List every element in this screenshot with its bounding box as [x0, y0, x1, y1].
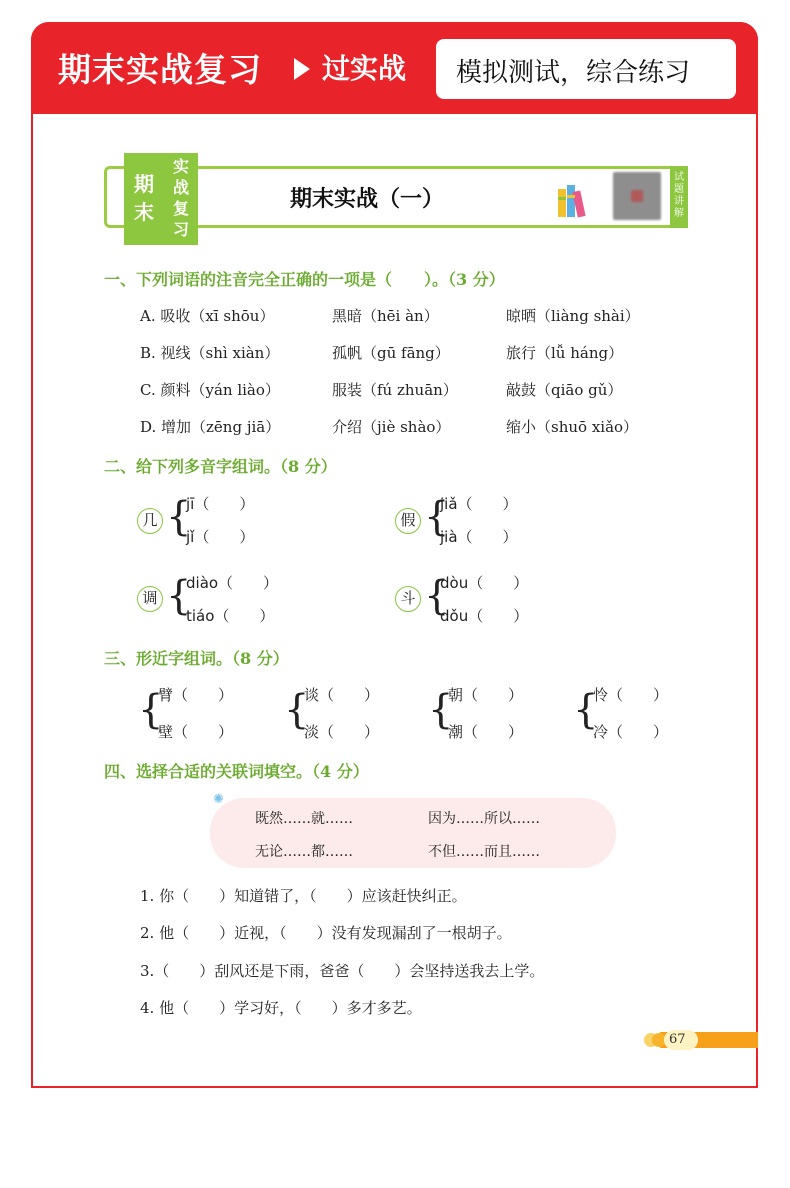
banner-box-text: 模拟测试，综合练习 [456, 58, 691, 88]
conjunction-option: 既然……就…… [255, 811, 353, 827]
q1-option-a2: 黑暗（hēi àn） [332, 307, 439, 325]
q1-option-a3: 晾晒（liàng shài） [506, 307, 640, 325]
brace: { [166, 573, 192, 619]
fill-blank-item: 2. 他（ ）近视，（ ）没有发现漏刮了一根胡子。 [140, 924, 512, 942]
polyphone-char-circle: 假 [395, 508, 421, 534]
qr-code-icon[interactable] [613, 172, 661, 220]
brace: { [573, 687, 599, 733]
brace: { [424, 494, 450, 540]
q1-option-b2: 孤帆（gū fāng） [332, 344, 450, 362]
sparkle-icon: ✺ [213, 792, 224, 807]
banner-title: 期末实战复习 [58, 50, 262, 89]
brace: { [424, 573, 450, 619]
fill-blank-item: 1. 你（ ）知道错了，（ ）应该赶快纠正。 [140, 887, 467, 905]
q1-option-c3: 敲鼓（qiāo gǔ） [506, 381, 623, 399]
similar-char-word: 臂（ ） [158, 686, 234, 704]
similar-char-word: 朝（ ） [448, 686, 524, 704]
similar-char-word: 冷（ ） [593, 723, 669, 741]
header-tab-right-text: 实 战 复 习 [172, 157, 189, 239]
polyphone-char-circle: 调 [137, 586, 163, 612]
polyphone-reading: tiáo（ ） [186, 607, 275, 625]
brace: { [428, 687, 454, 733]
polyphone-reading: jī（ ） [186, 495, 255, 513]
question-1-title: 一、下列词语的注音完全正确的一项是（ ）。（3 分） [104, 270, 505, 289]
polyphone-reading: dòu（ ） [440, 574, 529, 592]
conjunction-option: 因为……所以…… [428, 811, 540, 827]
brace: { [284, 687, 310, 733]
fill-blank-item: 4. 他（ ）学习好，（ ）多才多艺。 [140, 999, 422, 1017]
brace: { [138, 687, 164, 733]
similar-char-word: 潮（ ） [448, 723, 524, 741]
conjunction-option: 无论……都…… [255, 844, 353, 860]
play-triangle-icon [294, 58, 310, 80]
page-title: 期末实战（一） [290, 187, 445, 212]
similar-char-word: 壁（ ） [158, 723, 234, 741]
polyphone-char-circle: 几 [137, 508, 163, 534]
similar-char-word: 淡（ ） [304, 723, 380, 741]
q1-option-c1: C. 颜料（yán liào） [140, 381, 280, 399]
question-4-title: 四、选择合适的关联词填空。（4 分） [104, 762, 369, 781]
question-2-title: 二、给下列多音字组词。（8 分） [104, 457, 337, 476]
q1-option-c2: 服装（fú zhuān） [332, 381, 458, 399]
q1-option-a1: A. 吸收（xī shōu） [140, 307, 275, 325]
fill-blank-item: 3.（ ）刮风还是下雨，爸爸（ ）会坚持送我去上学。 [140, 962, 545, 980]
similar-char-word: 怜（ ） [593, 686, 669, 704]
conjunction-option: 不但……而且…… [428, 844, 540, 860]
q1-option-b3: 旅行（lǚ háng） [506, 344, 624, 362]
page-number: 67 [669, 1032, 686, 1047]
q1-option-d1: D. 增加（zēng jiā） [140, 418, 281, 436]
polyphone-reading: diào（ ） [186, 574, 279, 592]
q1-option-b1: B. 视线（shì xiàn） [140, 344, 280, 362]
q1-option-d2: 介绍（jiè shào） [332, 418, 451, 436]
question-3-title: 三、形近字组词。（8 分） [104, 649, 289, 668]
polyphone-char-circle: 斗 [395, 586, 421, 612]
q1-option-d3: 缩小（shuō xiǎo） [506, 418, 639, 436]
polyphone-reading: jǐ（ ） [186, 528, 255, 546]
polyphone-reading: jià（ ） [440, 528, 518, 546]
banner-subtitle: 过实战 [322, 52, 407, 85]
similar-char-word: 谈（ ） [304, 686, 380, 704]
header-tab-left-text: 期 末 [134, 172, 154, 224]
brace: { [166, 494, 192, 540]
books-icon [556, 183, 590, 219]
polyphone-reading: dǒu（ ） [440, 607, 529, 625]
polyphone-reading: jiǎ（ ） [440, 495, 518, 513]
side-tag: 试 题 讲 解 [670, 166, 688, 228]
